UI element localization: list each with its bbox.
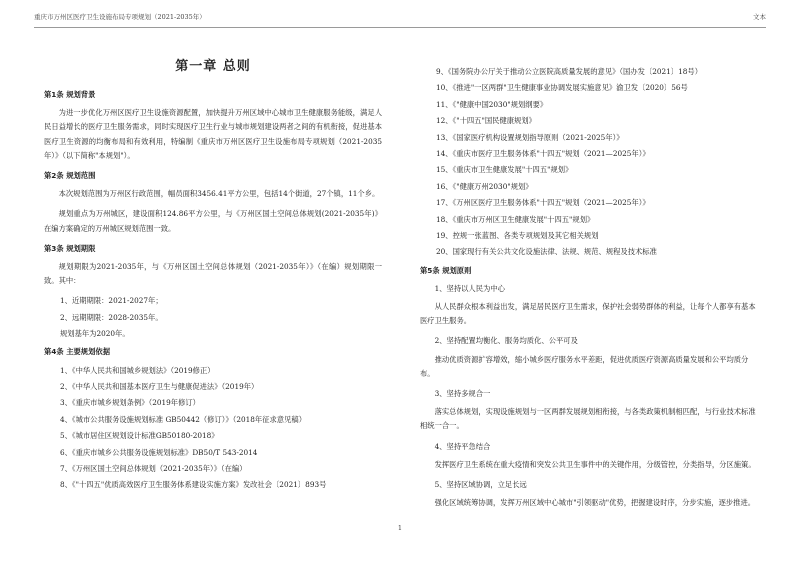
principle-title: 2、坚持配置均衡化、服务均质化、公平可及 [434,336,578,346]
list-item: 12、《"十四五"国民健康规划》 [436,116,536,126]
article-5-heading: 第5条 规划原则 [420,265,472,275]
list-item: 5、《城市居住区规划设计标准GB50180-2018》 [60,431,219,441]
principle-title: 1、坚持以人民为中心 [434,283,505,293]
header-title: 重庆市万州区医疗卫生设施布局专项规划（2021-2035年） [34,13,206,21]
basis-list-left [44,364,382,493]
article-2-heading: 第2条 规划范围 [44,171,96,181]
left-column [44,58,382,497]
period-list [44,294,382,341]
list-item: 6、《重庆市城乡公共服务设施规划标准》DB50/T 543-2014 [60,447,258,457]
article-1-heading: 第1条 规划背景 [44,90,96,99]
list-item: 14、《重庆市医疗卫生服务体系"十四五"规划（2021—2025年）》 [436,148,650,158]
list-item: 19、控规一张蓝图、各类专项规划及其它相关规划 [436,230,599,240]
principle-text: 落实总体规划，实现设施规划与一区两群发展规划相衔接，与各类政策机制相匹配，与行业技术标准相统一合一。 [420,407,756,431]
right-column [420,67,760,516]
list-item: 1、近期期限：2021-2027年； [60,296,163,306]
principle-title: 5、坚持区域协调，立足长远 [434,479,527,489]
list-item: 17、《万州区医疗卫生服务体系"十四五"规划（2021—2025年）》 [436,198,650,208]
list-item: 1、《中华人民共和国城乡规划法》（2019修正） [60,365,215,375]
list-item: 16、《"健康万州2030"规划》 [436,181,533,191]
chapter-title: 第一章 总则 [175,59,251,74]
principle-text: 发挥医疗卫生系统在重大疫情和突发公共卫生事件中的关键作用，分级管控，分类指导，分区施策。 [434,459,756,469]
list-item: 3、《重庆市城乡规划条例》（2019年修订） [60,398,200,408]
principle-text: 强化区域统筹协调，发挥万州区域中心城市"引领驱动"优势，把握建设时序，分步实施，逐步推进。 [434,498,756,508]
article-2-text-2: 规划重点为万州城区，建设面积124.86平方公里，与《万州区国土空间总体规划(2021-2035年)》在编方案确定的万州城区规划范围一致。 [44,209,382,233]
list-item: 18、《重庆市万州区卫生健康发展"十四五"规划》 [436,214,595,224]
list-item: 9、《国务院办公厅关于推动公立医院高质量发展的意见》（国办发〔2021〕18号） [436,67,702,76]
list-item: 4、《城市公共服务设施规划标准 GB50442（修订）》（2018年征求意见稿） [60,414,306,424]
list-item: 8、《"十四五"优质高效医疗卫生服务体系建设实施方案》发改社会〔2021〕893号 [60,480,327,490]
article-2-text-1: 本次规划范围为万州区行政范围，幅员面积3456.41平方公里，包括14个街道，27个镇，11个乡。 [58,189,380,199]
list-item: 规划基年为2020年。 [60,329,130,339]
list-item: 2、《中华人民共和国基本医疗卫生与健康促进法》（2019年） [60,382,259,392]
list-item: 20、国家现行有关公共文化设施法律、法规、规范、规程及技术标准 [436,247,657,257]
list-item: 15、《重庆市卫生健康发展"十四五"规划》 [436,165,573,175]
principle-text: 从人民群众根本利益出发，满足居民医疗卫生需求，保护社会弱势群体的利益，让每个人都享有基本医疗卫生服务。 [420,301,756,326]
list-item: 13、《国家医疗机构设置规划指导原则（2021-2025年）》 [436,132,624,142]
page-number: 1 [397,524,403,532]
list-item: 2、远期期限：2028-2035年。 [60,312,163,322]
header-label: 文本 [753,13,766,21]
principle-title: 3、坚持多规合一 [434,388,491,398]
page-header [34,9,766,28]
article-3-heading: 第3条 规划期限 [44,243,96,253]
principle-text: 推动优质资源扩容增效，缩小城乡医疗服务水平差距，促进优质医疗资源高质量发展和公平均质分布。 [420,354,749,378]
article-1-text: 为进一步优化万州区医疗卫生设施资源配置，加快提升万州区域中心城市卫生健康服务能级，满足人民日益增长的医疗卫生服务需求，同时实现医疗卫生行业与城市规划建设两者之间的有机衔接，促进基本医疗卫生资源的均衡布局和有效利用，特编制《重庆市万州区医疗卫生设施布局专项规划（2021-2035年）》（以下简称"本规划"）。 [44,108,382,160]
principle-title: 4、坚持平急结合 [434,441,491,451]
list-item: 10、《推进"一区两群"卫生健康事业协调发展实施意见》渝卫发〔2020〕56号 [436,83,688,93]
article-3-text: 规划期限为2021-2035年，与《万州区国土空间总体规划（2021-2035年）》（在编）规划期限一致。其中： [44,262,382,286]
article-4-heading: 第4条 主要规划依据 [44,347,110,357]
list-item: 11、《"健康中国2030"规划纲要》 [436,99,548,109]
basis-list-right [420,65,760,260]
list-item: 7、《万州区国土空间总体规划（2021-2035年）》（在编） [60,463,247,473]
